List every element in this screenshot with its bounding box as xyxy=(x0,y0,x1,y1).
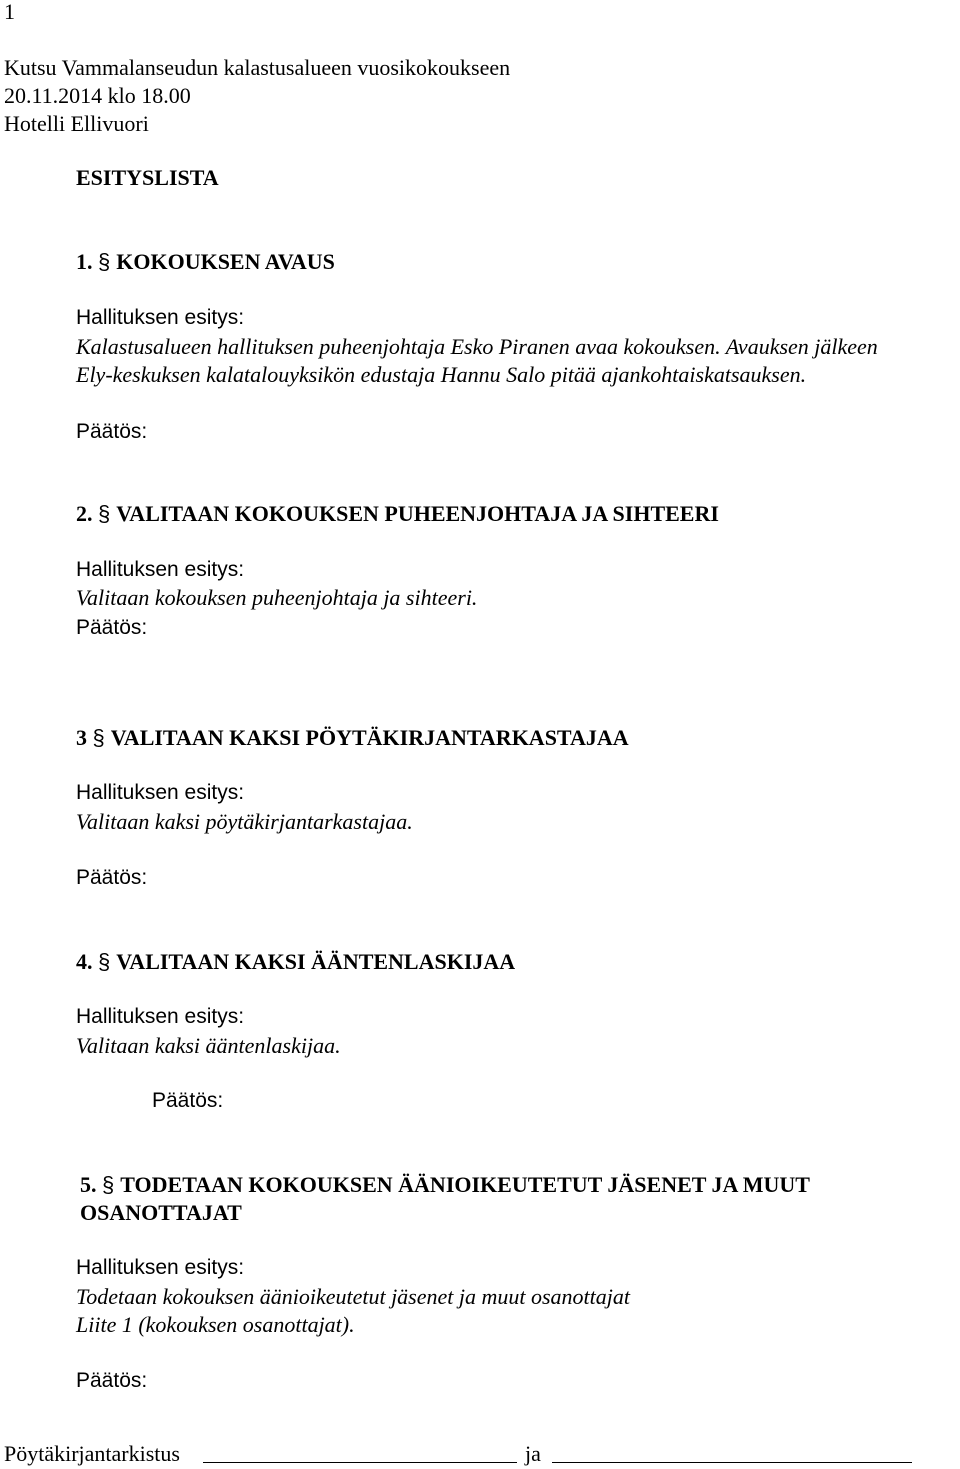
section-sign: § xyxy=(102,1172,115,1197)
item-5-proposal-line-2: Liite 1 (kokouksen osanottajat). xyxy=(76,1312,355,1337)
item-3-title: VALITAAN KAKSI PÖYTÄKIRJANTARKASTAJAA xyxy=(110,725,629,750)
item-4-proposal-line-1: Valitaan kaksi ääntenlaskijaa. xyxy=(76,1033,341,1058)
item-1-title: KOKOUKSEN AVAUS xyxy=(116,249,335,274)
invitation-title: Kutsu Vammalanseudun kalastusalueen vuosikokoukseen xyxy=(4,55,511,80)
meeting-datetime: 20.11.2014 klo 18.00 xyxy=(4,83,191,108)
item-2-heading xyxy=(76,500,719,528)
item-3-heading xyxy=(76,724,629,752)
item-5-proposal-line-1: Todetaan kokouksen äänioikeutetut jäsenet ja muut osanottajat xyxy=(76,1284,631,1309)
signature-line-1 xyxy=(203,1462,517,1463)
item-1-proposal-label: Hallituksen esitys: xyxy=(76,306,245,329)
item-5-number: 5. xyxy=(80,1172,97,1197)
section-sign: § xyxy=(92,725,105,750)
item-5-title: TODETAAN KOKOUKSEN ÄÄNIOIKEUTETUT JÄSENET JA MUUT xyxy=(120,1172,810,1197)
footer-label: Pöytäkirjantarkistus xyxy=(4,1441,180,1466)
item-5-proposal-label: Hallituksen esitys: xyxy=(76,1256,245,1279)
item-2-title: VALITAAN KOKOUKSEN PUHEENJOHTAJA JA SIHTEERI xyxy=(116,501,719,526)
item-5-decision-label: Päätös: xyxy=(76,1369,148,1392)
item-2-proposal-line-1: Valitaan kokouksen puheenjohtaja ja sihteeri. xyxy=(76,585,478,610)
item-3-proposal-line-1: Valitaan kaksi pöytäkirjantarkastajaa. xyxy=(76,809,413,834)
item-1-decision-label: Päätös: xyxy=(76,420,148,443)
item-4-proposal-label: Hallituksen esitys: xyxy=(76,1005,245,1028)
section-sign: § xyxy=(98,249,111,274)
item-2-decision-label: Päätös: xyxy=(76,616,148,639)
signature-line-2 xyxy=(552,1462,912,1463)
item-2-proposal-label: Hallituksen esitys: xyxy=(76,558,245,581)
item-1-number: 1. xyxy=(76,249,93,274)
item-5-title-line-2: OSANOTTAJAT xyxy=(80,1200,242,1225)
page-number: 1 xyxy=(4,0,15,24)
item-5-heading xyxy=(80,1171,810,1199)
item-3-number: 3 xyxy=(76,725,87,750)
item-4-heading xyxy=(76,948,515,976)
item-4-decision-label: Päätös: xyxy=(152,1089,224,1112)
section-sign: § xyxy=(98,501,111,526)
item-4-number: 4. xyxy=(76,949,93,974)
meeting-venue: Hotelli Ellivuori xyxy=(4,111,149,136)
agenda-title: ESITYSLISTA xyxy=(76,165,219,190)
section-sign: § xyxy=(98,949,111,974)
item-4-title: VALITAAN KAKSI ÄÄNTENLASKIJAA xyxy=(116,949,516,974)
item-2-number: 2. xyxy=(76,501,93,526)
item-1-heading xyxy=(76,248,335,276)
footer-conjunction: ja xyxy=(525,1441,541,1466)
item-3-decision-label: Päätös: xyxy=(76,866,148,889)
item-3-proposal-label: Hallituksen esitys: xyxy=(76,781,245,804)
item-1-proposal-line-2: Ely-keskuksen kalatalouyksikön edustaja Hannu Salo pitää ajankohtaiskatsauksen. xyxy=(76,362,807,387)
item-1-proposal-line-1: Kalastusalueen hallituksen puheenjohtaja Esko Piranen avaa kokouksen. Avauksen jälkeen xyxy=(76,334,878,359)
